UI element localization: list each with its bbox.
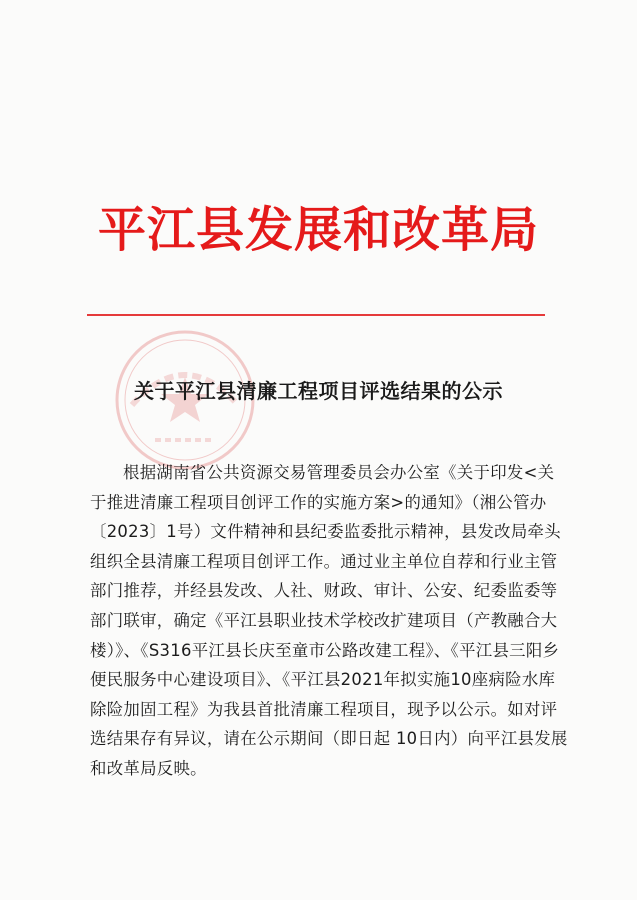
agency-letterhead: 平江县发展和改革局 [97,202,539,258]
body-line: 楼）》、《S316平江县长庆至童市公路改建工程》、《平江县三阳乡 [90,640,560,660]
body-line: 〔2023〕1号）文件精神和县纪委监委批示精神，县发改局牵头 [90,522,561,542]
body-line: 便民服务中心建设项目》、《平江县2021年拟实施10座病险水库 [90,670,556,690]
letterhead-red-rule [87,314,545,316]
body-line: 于推进清廉工程项目创评工作的实施方案>的通知》（湘公管办 [90,492,547,512]
bleed-through-text [292,185,502,195]
body-line: 和改革局反映。 [90,758,207,778]
body-line: 根据湖南省公共资源交易管理委员会办公室《关于印发<关 [123,463,555,482]
body-line: 选结果存有异议，请在公示期间（即日起 10日内）向平江县发展 [90,729,568,749]
notice-body [90,458,568,784]
body-line: 部门推荐，并经县发改、人社、财政、审计、公安、纪委监委等 [90,581,558,601]
body-line: 部门联审，确定《平江县职业技术学校改扩建项目（产教融合大 [90,610,558,630]
notice-title: 关于平江县清廉工程项目评选结果的公示 [134,379,503,403]
body-line: 组织全县清廉工程项目创评工作。通过业主单位自荐和行业主管 [90,551,558,571]
body-line: 除险加固工程》为我县首批清廉工程项目，现予以公示。如对评 [90,699,558,719]
